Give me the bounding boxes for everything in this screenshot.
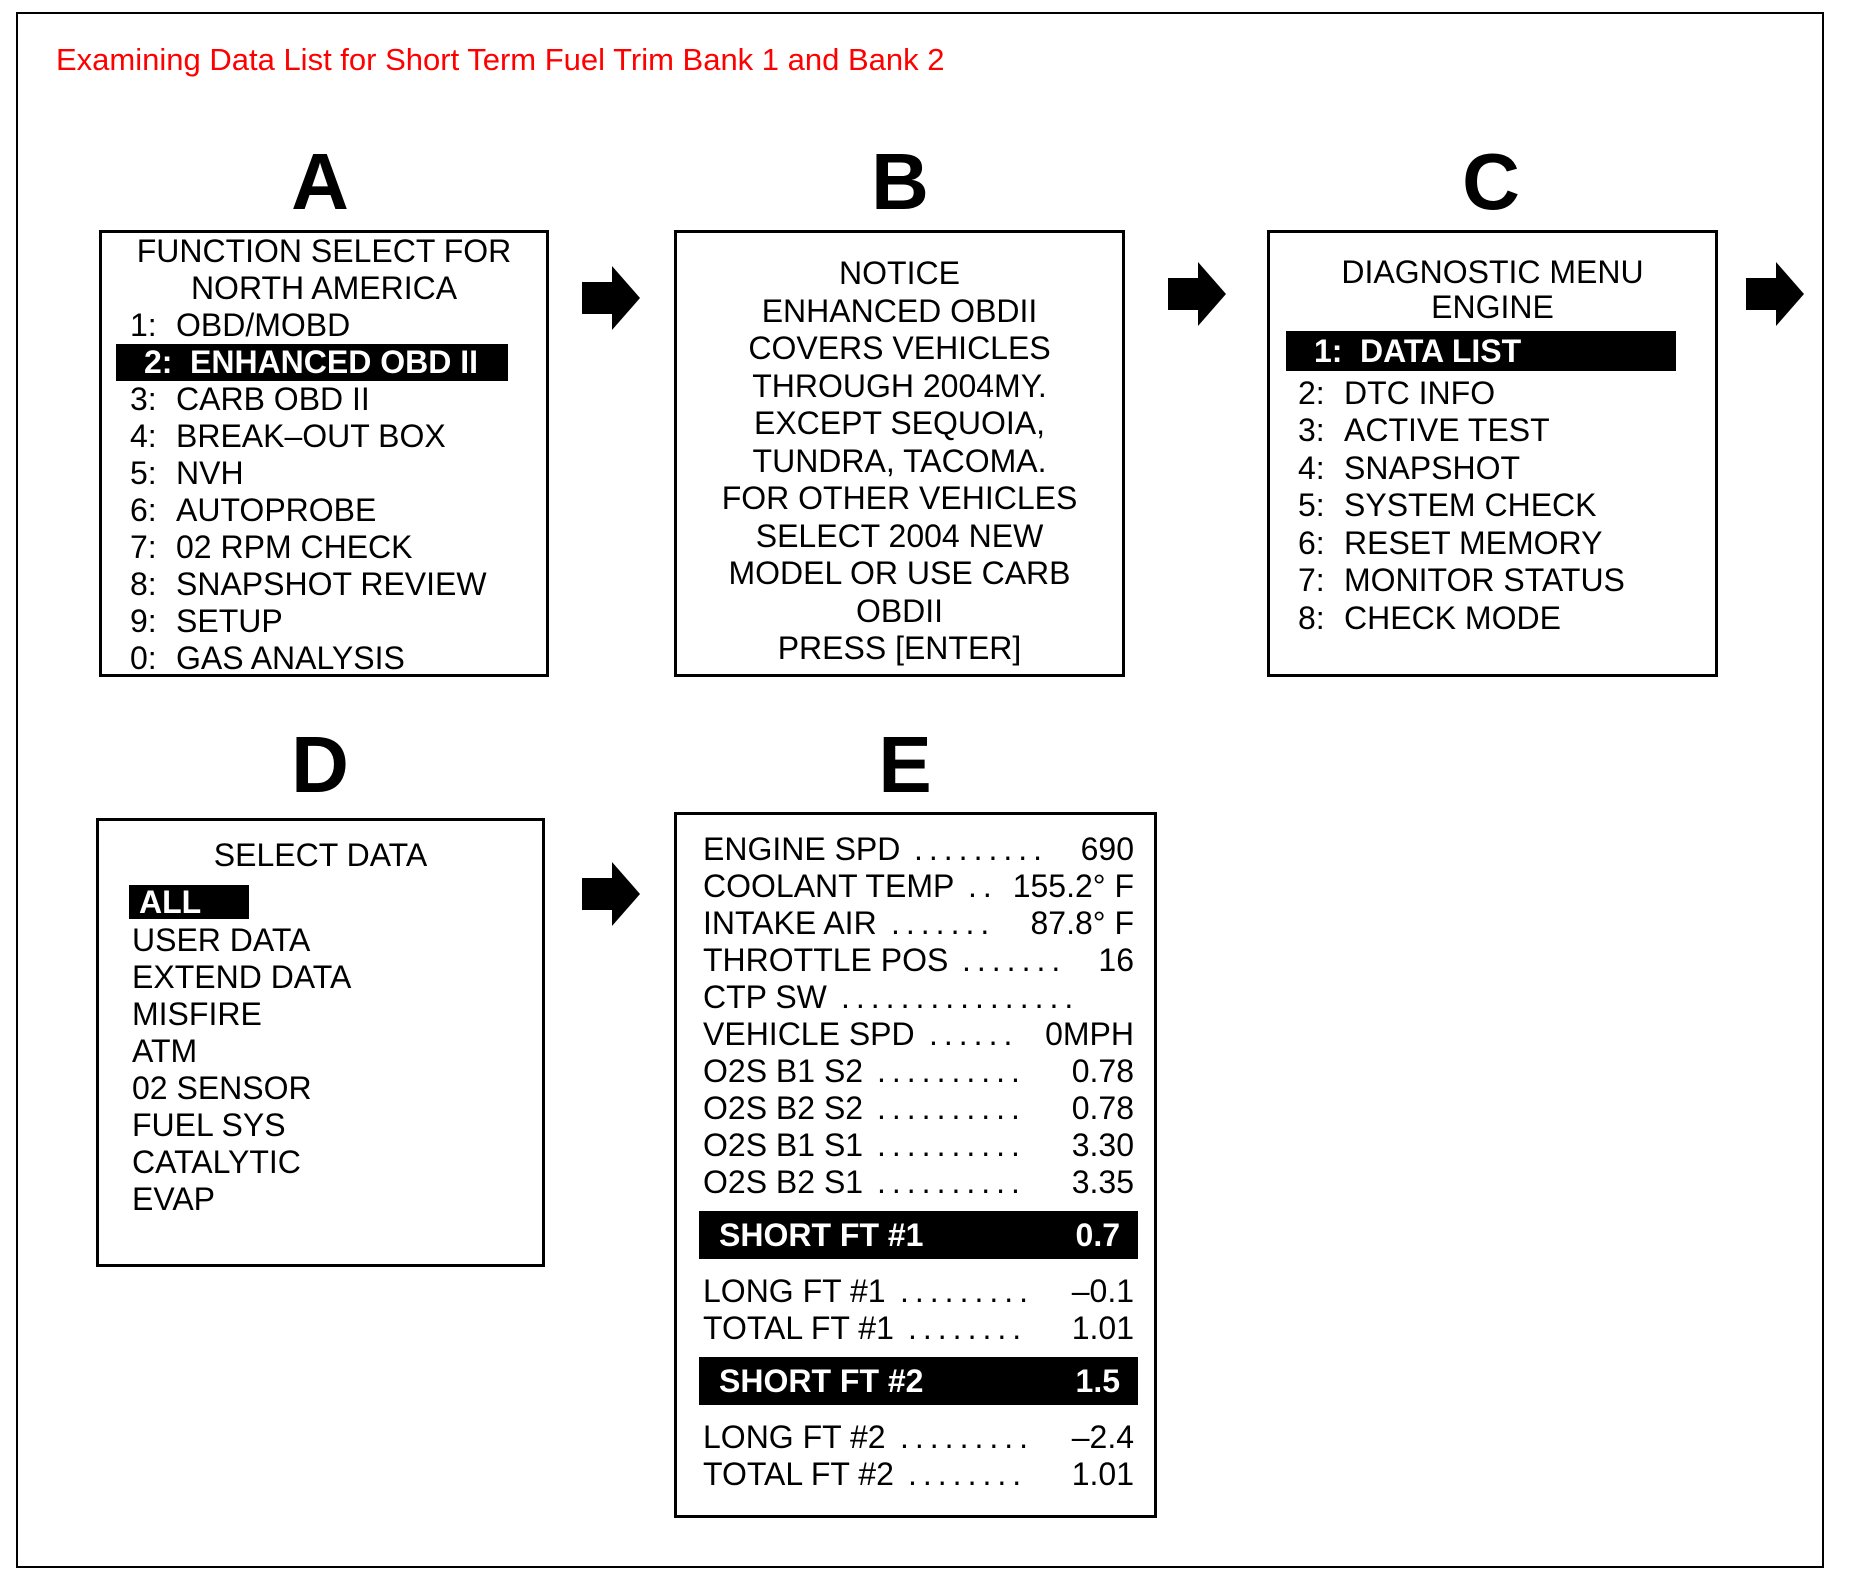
menu-item[interactable] (1270, 487, 1715, 525)
menu-item-label: SYSTEM CHECK (1344, 487, 1597, 523)
menu-item[interactable] (102, 418, 546, 455)
data-row-dots: ......... (900, 1419, 1035, 1455)
data-row-value: 3.30 (1071, 1127, 1134, 1163)
arrow-right-icon (1168, 262, 1226, 326)
menu-item[interactable] (99, 959, 542, 996)
highlight-row-label: SHORT FT #1 (719, 1217, 924, 1253)
data-row-dots: .......... (877, 1127, 1026, 1163)
menu-item-label: 02 SENSOR (132, 1070, 312, 1106)
menu-item[interactable] (99, 885, 542, 922)
menu-item-number: 1: (1314, 333, 1343, 369)
menu-item-label: DTC INFO (1344, 374, 1496, 411)
data-row (703, 905, 1134, 942)
menu-item[interactable] (102, 344, 546, 381)
selected-highlight[interactable] (129, 885, 249, 919)
panel-e-data-list (674, 812, 1157, 1518)
menu-item[interactable] (99, 1033, 542, 1070)
data-row-value: 87.8° F (1030, 905, 1134, 941)
menu-item-number: 9: (130, 603, 157, 639)
menu-item[interactable] (102, 529, 546, 566)
panel-c-heading (1270, 255, 1715, 325)
data-row-label: O2S B1 S1 (703, 1127, 864, 1163)
menu-item[interactable] (102, 307, 546, 344)
arrow-right-icon (1746, 262, 1804, 326)
menu-item-number: 3: (130, 381, 157, 417)
notice-line: THROUGH 2004MY. (752, 367, 1047, 404)
menu-item-label: SNAPSHOT (1344, 449, 1521, 486)
menu-item[interactable] (1270, 525, 1715, 563)
data-row (703, 1456, 1134, 1493)
panel-d-menu (99, 885, 542, 1218)
highlight-row (699, 1211, 1138, 1259)
data-row-label: COOLANT TEMP (703, 868, 955, 904)
menu-item-label: MISFIRE (132, 996, 262, 1032)
menu-item[interactable] (99, 1070, 542, 1107)
menu-item[interactable] (1270, 562, 1715, 600)
menu-item-label: CARB OBD II (176, 381, 370, 417)
menu-item[interactable] (1270, 375, 1715, 413)
menu-item[interactable] (102, 640, 546, 677)
menu-item-number: 4: (1298, 449, 1325, 486)
data-row-dots: .......... (877, 1053, 1026, 1089)
data-row (703, 1419, 1134, 1456)
menu-item-label: EVAP (132, 1181, 215, 1217)
menu-item-number: 6: (130, 492, 157, 528)
panel-a-function-select (99, 230, 549, 677)
menu-item-number: 8: (130, 566, 157, 602)
panel-c-heading-line: ENGINE (1431, 289, 1554, 325)
data-row-dots: .. (968, 868, 998, 904)
notice-line: ENHANCED OBDII (761, 292, 1038, 329)
panel-a-heading (102, 233, 546, 307)
highlight-row-value: 1.5 (1075, 1363, 1120, 1399)
notice-line: EXCEPT SEQUOIA, (753, 405, 1046, 441)
data-row-dots: .......... (877, 1164, 1026, 1200)
data-row-dots: ....... (962, 942, 1067, 978)
menu-item-number: 8: (1298, 599, 1325, 636)
notice-line: NOTICE (839, 255, 960, 291)
menu-item-number: 2: (1298, 374, 1325, 411)
panel-a-menu (102, 307, 546, 677)
data-row-value: 3.35 (1071, 1164, 1134, 1200)
data-row-value: 0.78 (1071, 1053, 1134, 1089)
data-row-dots: ........ (908, 1310, 1028, 1346)
data-row (703, 1127, 1134, 1164)
arrow-right-icon (582, 266, 640, 330)
menu-item[interactable] (99, 1144, 542, 1181)
menu-item-label: ACTIVE TEST (1344, 412, 1550, 448)
data-row-value: 690 (1080, 831, 1134, 867)
menu-item-label: NVH (176, 455, 244, 491)
data-row (703, 1164, 1134, 1201)
data-row (703, 1053, 1134, 1090)
panel-c-diagnostic-menu (1267, 230, 1718, 677)
panel-d-select-data (96, 818, 545, 1267)
menu-item-number: 1: (130, 307, 157, 343)
notice-line: OBDII (855, 592, 944, 629)
menu-item-label: RESET MEMORY (1344, 524, 1603, 561)
menu-item[interactable] (99, 1181, 542, 1218)
menu-item[interactable] (99, 996, 542, 1033)
menu-item[interactable] (1270, 333, 1715, 375)
panel-d-heading: SELECT DATA (213, 837, 428, 873)
menu-item[interactable] (1270, 450, 1715, 488)
data-row (703, 831, 1134, 868)
notice-line: PRESS [ENTER] (777, 630, 1022, 666)
menu-item[interactable] (102, 381, 546, 418)
menu-item-number: 7: (1298, 562, 1325, 598)
menu-item-label: FUEL SYS (132, 1107, 286, 1143)
data-row-dots: ........ (908, 1456, 1028, 1492)
data-row-dots: ......... (914, 831, 1049, 867)
data-row (703, 1310, 1134, 1347)
data-row (703, 942, 1134, 979)
panel-c-heading-line: DIAGNOSTIC MENU (1341, 254, 1644, 290)
data-row-value: 0.78 (1071, 1090, 1134, 1126)
selected-highlight[interactable] (1286, 331, 1676, 371)
menu-item-label: OBD/MOBD (176, 307, 351, 343)
menu-item-number: 2: (144, 344, 173, 380)
selected-highlight[interactable] (116, 344, 508, 381)
menu-item-label: SNAPSHOT REVIEW (176, 566, 487, 602)
data-row-dots: ...... (929, 1016, 1019, 1052)
data-row-dots: .......... (877, 1090, 1026, 1126)
data-row-label: ENGINE SPD (703, 831, 901, 867)
menu-item-label: 02 RPM CHECK (176, 529, 413, 565)
menu-item-label: CATALYTIC (132, 1144, 301, 1180)
menu-item-number: 0: (130, 640, 157, 676)
diagram-title: Examining Data List for Short Term Fuel Trim Bank 1 and Bank 2 (56, 42, 945, 77)
panel-a-heading-line: FUNCTION SELECT FOR (136, 233, 512, 269)
menu-item-label: GAS ANALYSIS (176, 640, 405, 676)
panel-e-rows (677, 815, 1154, 1515)
data-row (703, 868, 1134, 905)
notice-line: SELECT 2004 NEW (755, 517, 1044, 554)
panel-e-letter: E (878, 720, 932, 809)
menu-item-number: 4: (130, 418, 157, 454)
menu-item[interactable] (102, 455, 546, 492)
data-row (703, 1273, 1134, 1310)
data-row-label: LONG FT #2 (703, 1419, 886, 1455)
menu-item[interactable] (1270, 600, 1715, 638)
panel-a-letter: A (291, 137, 349, 226)
menu-item[interactable] (102, 566, 546, 603)
menu-item-number: 3: (1298, 412, 1325, 448)
menu-item-label: ALL (139, 884, 202, 920)
data-row-dots: ....... (891, 905, 996, 941)
panel-a-heading-line: NORTH AMERICA (190, 270, 458, 306)
data-row-value: 16 (1098, 942, 1134, 978)
highlight-row (699, 1357, 1138, 1405)
notice-line: COVERS VEHICLES (748, 330, 1051, 366)
menu-item[interactable] (1270, 412, 1715, 450)
arrow-right-icon (582, 862, 640, 926)
data-row-label: LONG FT #1 (703, 1273, 886, 1309)
menu-item-number: 6: (1298, 524, 1325, 561)
data-row-label: INTAKE AIR (703, 905, 877, 941)
data-row-value: 0MPH (1045, 1016, 1134, 1052)
menu-item-number: 7: (130, 529, 157, 565)
menu-item-label: AUTOPROBE (176, 492, 377, 528)
menu-item-label: ATM (132, 1033, 198, 1069)
data-row-label: THROTTLE POS (703, 942, 949, 978)
data-row-dots: ................ (841, 979, 1080, 1015)
data-row-value: –2.4 (1071, 1419, 1134, 1455)
panel-d-letter: D (291, 720, 349, 809)
menu-item[interactable] (102, 603, 546, 640)
menu-item-label: CHECK MODE (1344, 599, 1561, 636)
menu-item-label: ENHANCED OBD II (190, 344, 479, 380)
data-row-label: TOTAL FT #2 (703, 1456, 894, 1492)
data-row (703, 1090, 1134, 1127)
panel-b-notice (674, 230, 1125, 677)
data-row-label: TOTAL FT #1 (703, 1310, 894, 1346)
data-row-value: 1.01 (1071, 1310, 1134, 1346)
data-row-value: 155.2° F (1012, 868, 1134, 904)
panel-b-text (677, 255, 1122, 668)
menu-item-number: 5: (130, 455, 157, 491)
highlight-row-label: SHORT FT #2 (719, 1363, 924, 1399)
data-row-value: 1.01 (1071, 1456, 1134, 1492)
menu-item-label: USER DATA (132, 922, 311, 958)
menu-item-label: BREAK–OUT BOX (176, 418, 446, 454)
panel-c-letter: C (1462, 137, 1520, 226)
data-row-label: O2S B1 S2 (703, 1053, 864, 1089)
notice-line: MODEL OR USE CARB (728, 555, 1071, 591)
menu-item[interactable] (102, 492, 546, 529)
data-row-dots: ......... (900, 1273, 1035, 1309)
panel-b-letter: B (871, 137, 929, 226)
data-row-label: VEHICLE SPD (703, 1016, 915, 1052)
data-row-label: CTP SW (703, 979, 827, 1015)
data-row-value: –0.1 (1071, 1273, 1134, 1309)
highlight-row-value: 0.7 (1075, 1217, 1120, 1253)
data-row (703, 1016, 1134, 1053)
menu-item[interactable] (99, 922, 542, 959)
menu-item-label: MONITOR STATUS (1344, 562, 1625, 598)
panel-c-menu (1270, 333, 1715, 637)
data-row-label: O2S B2 S2 (703, 1090, 864, 1126)
menu-item[interactable] (99, 1107, 542, 1144)
menu-item-number: 5: (1298, 487, 1325, 523)
data-row (703, 979, 1134, 1016)
notice-line: FOR OTHER VEHICLES (721, 480, 1078, 516)
menu-item-label: EXTEND DATA (132, 959, 352, 995)
menu-item-label: DATA LIST (1360, 333, 1522, 369)
data-row-label: O2S B2 S1 (703, 1164, 864, 1200)
menu-item-label: SETUP (176, 603, 283, 639)
notice-line: TUNDRA, TACOMA. (752, 442, 1047, 479)
